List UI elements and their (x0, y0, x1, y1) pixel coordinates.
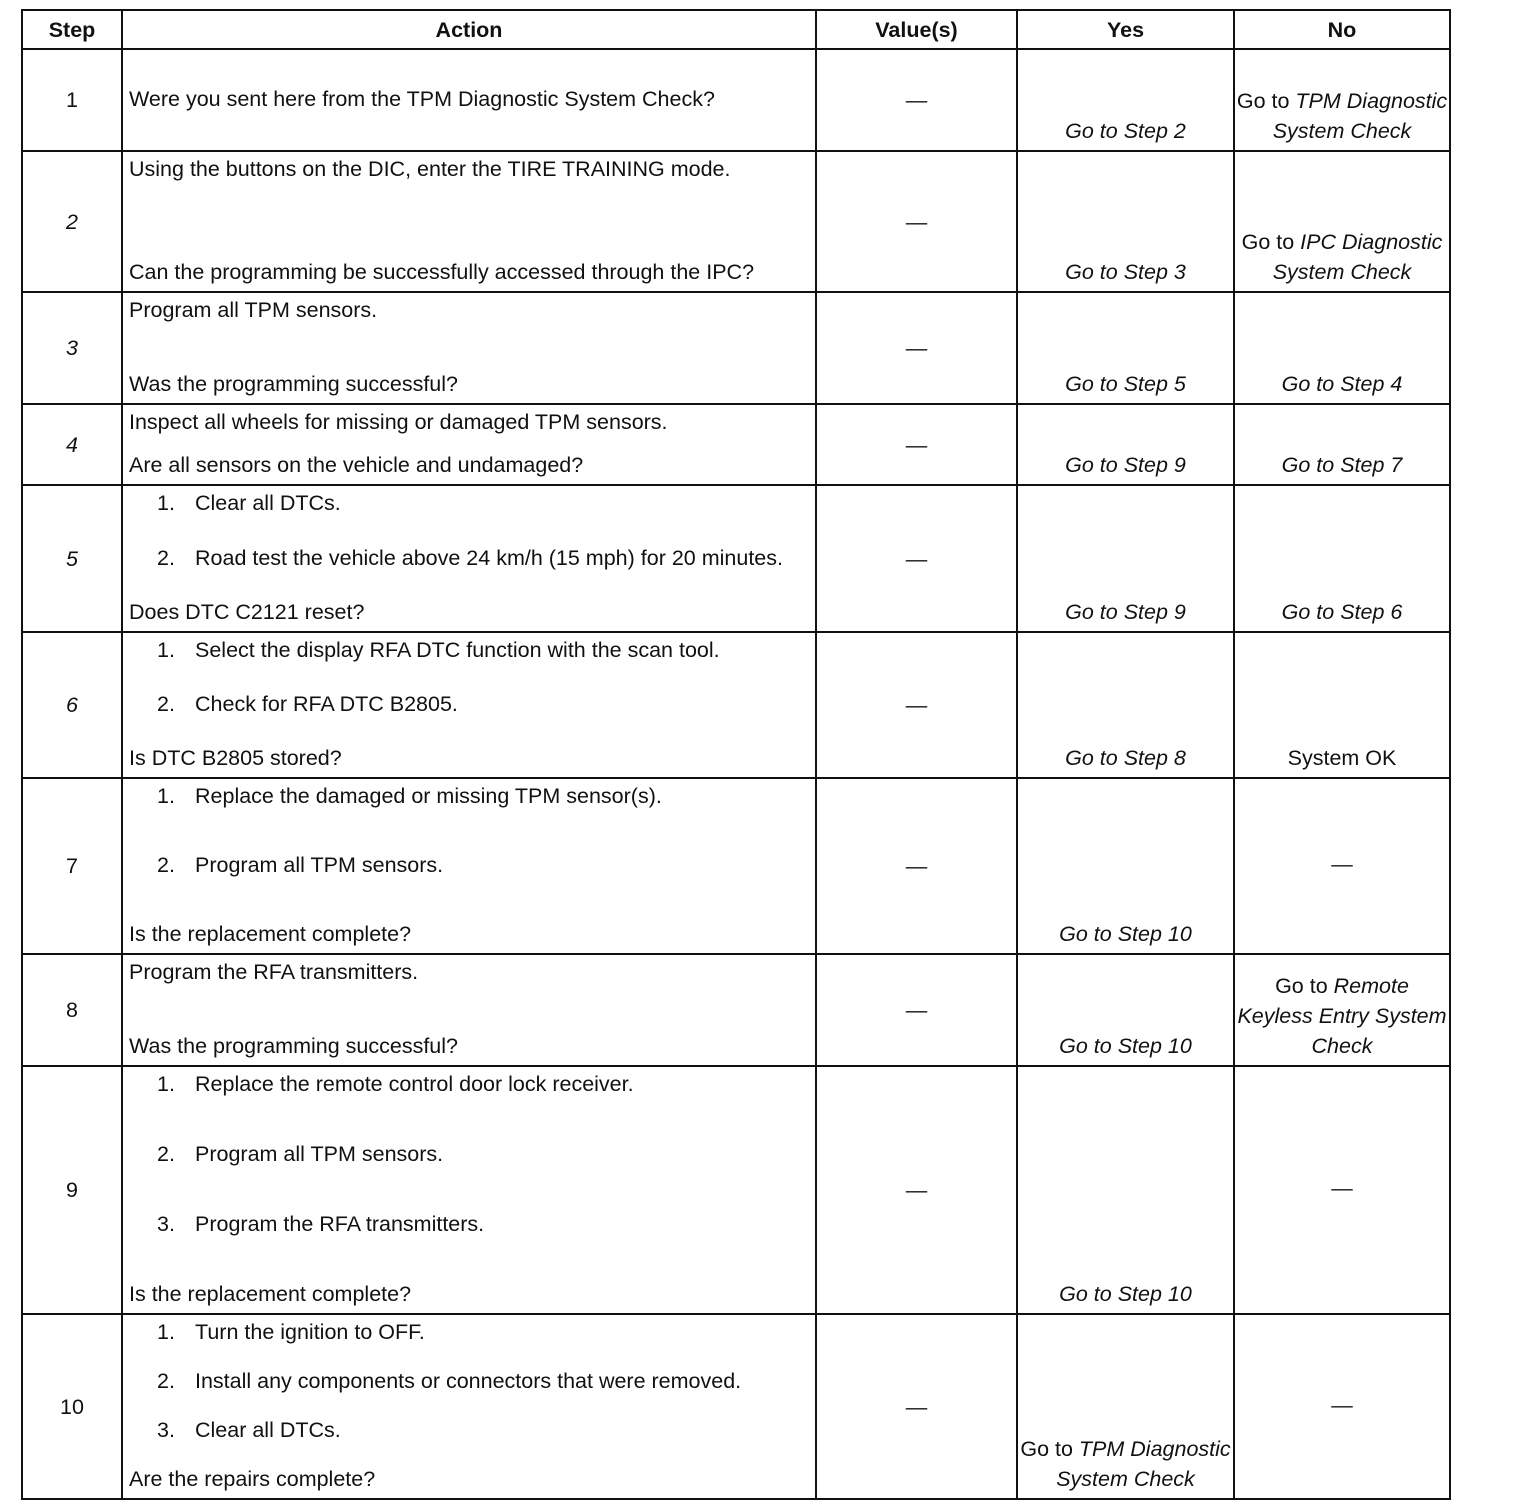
action-step-item (129, 1317, 811, 1347)
action-content (129, 633, 811, 777)
yes-cell (1017, 1314, 1234, 1499)
step-number (22, 1066, 122, 1314)
action-question: Is the replacement complete? (129, 1282, 412, 1306)
action-cell (122, 954, 816, 1066)
item-text: Replace the damaged or missing TPM sensor(s). (195, 784, 662, 808)
table-row (22, 778, 1450, 954)
item-number: 2. (157, 545, 175, 570)
header-row (22, 10, 1450, 49)
action-content (129, 50, 811, 150)
action-cell (122, 485, 816, 632)
yes-cell (1017, 485, 1234, 632)
table-row (22, 292, 1450, 404)
rows.9.no-text: — (1331, 1392, 1353, 1417)
no-cell (1234, 778, 1450, 954)
action-content (129, 779, 811, 953)
step-number (22, 485, 122, 632)
item-number: 3. (157, 1212, 175, 1236)
rows.1.no-text: Go to (1241, 230, 1301, 254)
diagnostic-table (21, 9, 1451, 1500)
rows.3.no-link[interactable]: Go to Step 7 (1281, 453, 1403, 477)
action-step-item (129, 635, 811, 665)
rows.8.yes-link[interactable]: Go to Step 10 (1059, 1282, 1192, 1306)
action-question: Program the RFA transmitters. (129, 960, 419, 984)
rows.5.no-text: System OK (1287, 746, 1397, 770)
no-cell (1234, 49, 1450, 151)
step-label: 1 (66, 88, 78, 112)
rows.3.yes-link[interactable]: Go to Step 9 (1065, 453, 1186, 477)
action-question: Can the programming be successfully accessed through the IPC? (129, 260, 755, 284)
action-question: Program all TPM sensors. (129, 298, 378, 322)
step-number (22, 954, 122, 1066)
action-cell (122, 151, 816, 292)
yes-cell (1017, 778, 1234, 954)
action-content (129, 1315, 811, 1498)
step-label: 3 (66, 336, 78, 360)
action-question: Was the programming successful? (129, 372, 458, 396)
step-number (22, 151, 122, 292)
action-step-item (129, 689, 811, 719)
rows.6.no-text: — (1331, 852, 1353, 876)
step-number (22, 292, 122, 404)
rows.0.yes-link[interactable]: Go to Step 2 (1065, 119, 1186, 143)
item-number: 2. (157, 692, 175, 716)
no-cell (1234, 151, 1450, 292)
value-cell: — (816, 292, 1017, 404)
action-step-item (129, 1415, 811, 1445)
action-cell (122, 49, 816, 151)
rows.7.no-link[interactable]: Remote Keyless Entry System Check (1237, 974, 1447, 1058)
item-number: 3. (157, 1418, 175, 1442)
item-number: 1. (157, 1320, 175, 1344)
value-cell: — (816, 1314, 1017, 1499)
step-label: 9 (66, 1178, 78, 1202)
action-step-item (129, 1366, 811, 1396)
item-text: Program all TPM sensors. (195, 1142, 444, 1166)
action-step-item (129, 488, 811, 518)
table-row (22, 954, 1450, 1066)
action-question: Does DTC C2121 reset? (129, 600, 365, 624)
action-question: Is DTC B2805 stored? (129, 746, 342, 770)
action-question: Using the buttons on the DIC, enter the TIRE TRAINING mode. (129, 157, 731, 181)
value-cell: — (816, 778, 1017, 954)
yes-cell (1017, 404, 1234, 485)
item-text: Program the RFA transmitters. (195, 1212, 485, 1236)
value-cell: — (816, 1066, 1017, 1314)
step-number (22, 778, 122, 954)
action-content (129, 293, 811, 403)
item-text: Clear all DTCs. (195, 1418, 341, 1442)
yes-cell (1017, 49, 1234, 151)
header-yes: Yes (1017, 10, 1234, 49)
action-question: Were you sent here from the TPM Diagnostic System Check? (129, 87, 715, 111)
action-step-item (129, 1139, 811, 1169)
action-step-item (129, 781, 811, 811)
rows.4.no-link[interactable]: Go to Step 6 (1281, 600, 1403, 624)
action-step-item (129, 543, 811, 573)
no-cell (1234, 485, 1450, 632)
action-question: Is the replacement complete? (129, 922, 412, 946)
item-text: Program all TPM sensors. (195, 853, 444, 877)
item-text: Clear all DTCs. (195, 491, 341, 515)
rows.0.no-link[interactable]: TPM Diagnostic System Check (1272, 89, 1448, 143)
rows.5.yes-link[interactable]: Go to Step 8 (1065, 746, 1186, 770)
value-cell: — (816, 404, 1017, 485)
rows.4.yes-link[interactable]: Go to Step 9 (1065, 600, 1186, 624)
table-row (22, 632, 1450, 778)
rows.2.no-link[interactable]: Go to Step 4 (1281, 372, 1403, 396)
no-cell (1234, 292, 1450, 404)
action-step-item (129, 850, 811, 880)
item-number: 2. (157, 1369, 175, 1393)
yes-cell (1017, 954, 1234, 1066)
table-row (22, 1066, 1450, 1314)
no-cell (1234, 954, 1450, 1066)
no-cell (1234, 632, 1450, 778)
item-text: Install any components or connectors that were removed. (195, 1369, 742, 1393)
table-row (22, 485, 1450, 632)
table-row (22, 404, 1450, 485)
header-action: Action (122, 10, 816, 49)
item-text: Turn the ignition to OFF. (195, 1320, 425, 1344)
yes-cell (1017, 632, 1234, 778)
action-question: Are all sensors on the vehicle and undamaged? (129, 453, 584, 477)
rows.1.yes-link[interactable]: Go to Step 3 (1065, 260, 1186, 284)
step-number (22, 1314, 122, 1499)
action-cell (122, 778, 816, 954)
step-number (22, 49, 122, 151)
step-label: 7 (66, 854, 78, 878)
step-label: 4 (66, 432, 78, 457)
step-label: 5 (66, 546, 78, 571)
action-content (129, 955, 811, 1065)
item-text: Road test the vehicle above 24 km/h (15 mph) for 20 minutes. (195, 545, 783, 570)
action-cell (122, 1314, 816, 1499)
item-text: Select the display RFA DTC function with the scan tool. (195, 638, 720, 662)
table-row (22, 49, 1450, 151)
action-cell (122, 404, 816, 485)
rows.6.yes-link[interactable]: Go to Step 10 (1059, 922, 1192, 946)
action-content (129, 1067, 811, 1313)
rows.0.no-text: Go to (1236, 89, 1296, 113)
action-question: Are the repairs complete? (129, 1467, 376, 1491)
step-label: 8 (66, 998, 78, 1022)
action-step-item (129, 1069, 811, 1099)
item-number: 2. (157, 1142, 175, 1166)
value-cell: — (816, 632, 1017, 778)
no-cell (1234, 1066, 1450, 1314)
rows.9.yes-link[interactable]: TPM Diagnostic System Check (1056, 1437, 1231, 1491)
header-no: No (1234, 10, 1450, 49)
item-number: 1. (157, 491, 175, 515)
rows.7.yes-link[interactable]: Go to Step 10 (1059, 1034, 1192, 1058)
step-number (22, 632, 122, 778)
table-row (22, 151, 1450, 292)
step-label: 2 (66, 209, 78, 234)
item-number: 1. (157, 638, 175, 662)
action-cell (122, 1066, 816, 1314)
item-text: Replace the remote control door lock receiver. (195, 1072, 634, 1096)
yes-cell (1017, 151, 1234, 292)
value-cell: — (816, 151, 1017, 292)
no-cell (1234, 1314, 1450, 1499)
action-step-item (129, 1209, 811, 1239)
header-step: Step (22, 10, 122, 49)
no-cell (1234, 404, 1450, 485)
table-row (22, 1314, 1450, 1499)
item-number: 1. (157, 1072, 175, 1096)
action-question: Inspect all wheels for missing or damaged TPM sensors. (129, 410, 668, 434)
header-values: Value(s) (816, 10, 1017, 49)
action-content (129, 152, 811, 291)
rows.9.yes-text: Go to (1020, 1437, 1079, 1461)
value-cell: — (816, 49, 1017, 151)
yes-cell (1017, 292, 1234, 404)
rows.7.no-text: Go to (1275, 974, 1334, 998)
yes-cell (1017, 1066, 1234, 1314)
item-number: 1. (157, 784, 175, 808)
value-cell: — (816, 485, 1017, 632)
rows.8.no-text: — (1331, 1176, 1353, 1200)
action-question: Was the programming successful? (129, 1034, 458, 1058)
action-cell (122, 632, 816, 778)
step-number (22, 404, 122, 485)
rows.2.yes-link[interactable]: Go to Step 5 (1065, 372, 1186, 396)
step-label: 10 (60, 1394, 84, 1419)
step-label: 6 (66, 693, 78, 717)
value-cell: — (816, 954, 1017, 1066)
item-number: 2. (157, 853, 175, 877)
rows.1.no-link[interactable]: IPC Diagnostic System Check (1272, 230, 1443, 284)
action-cell (122, 292, 816, 404)
item-text: Check for RFA DTC B2805. (195, 692, 458, 716)
action-content (129, 405, 811, 484)
action-content (129, 486, 811, 631)
